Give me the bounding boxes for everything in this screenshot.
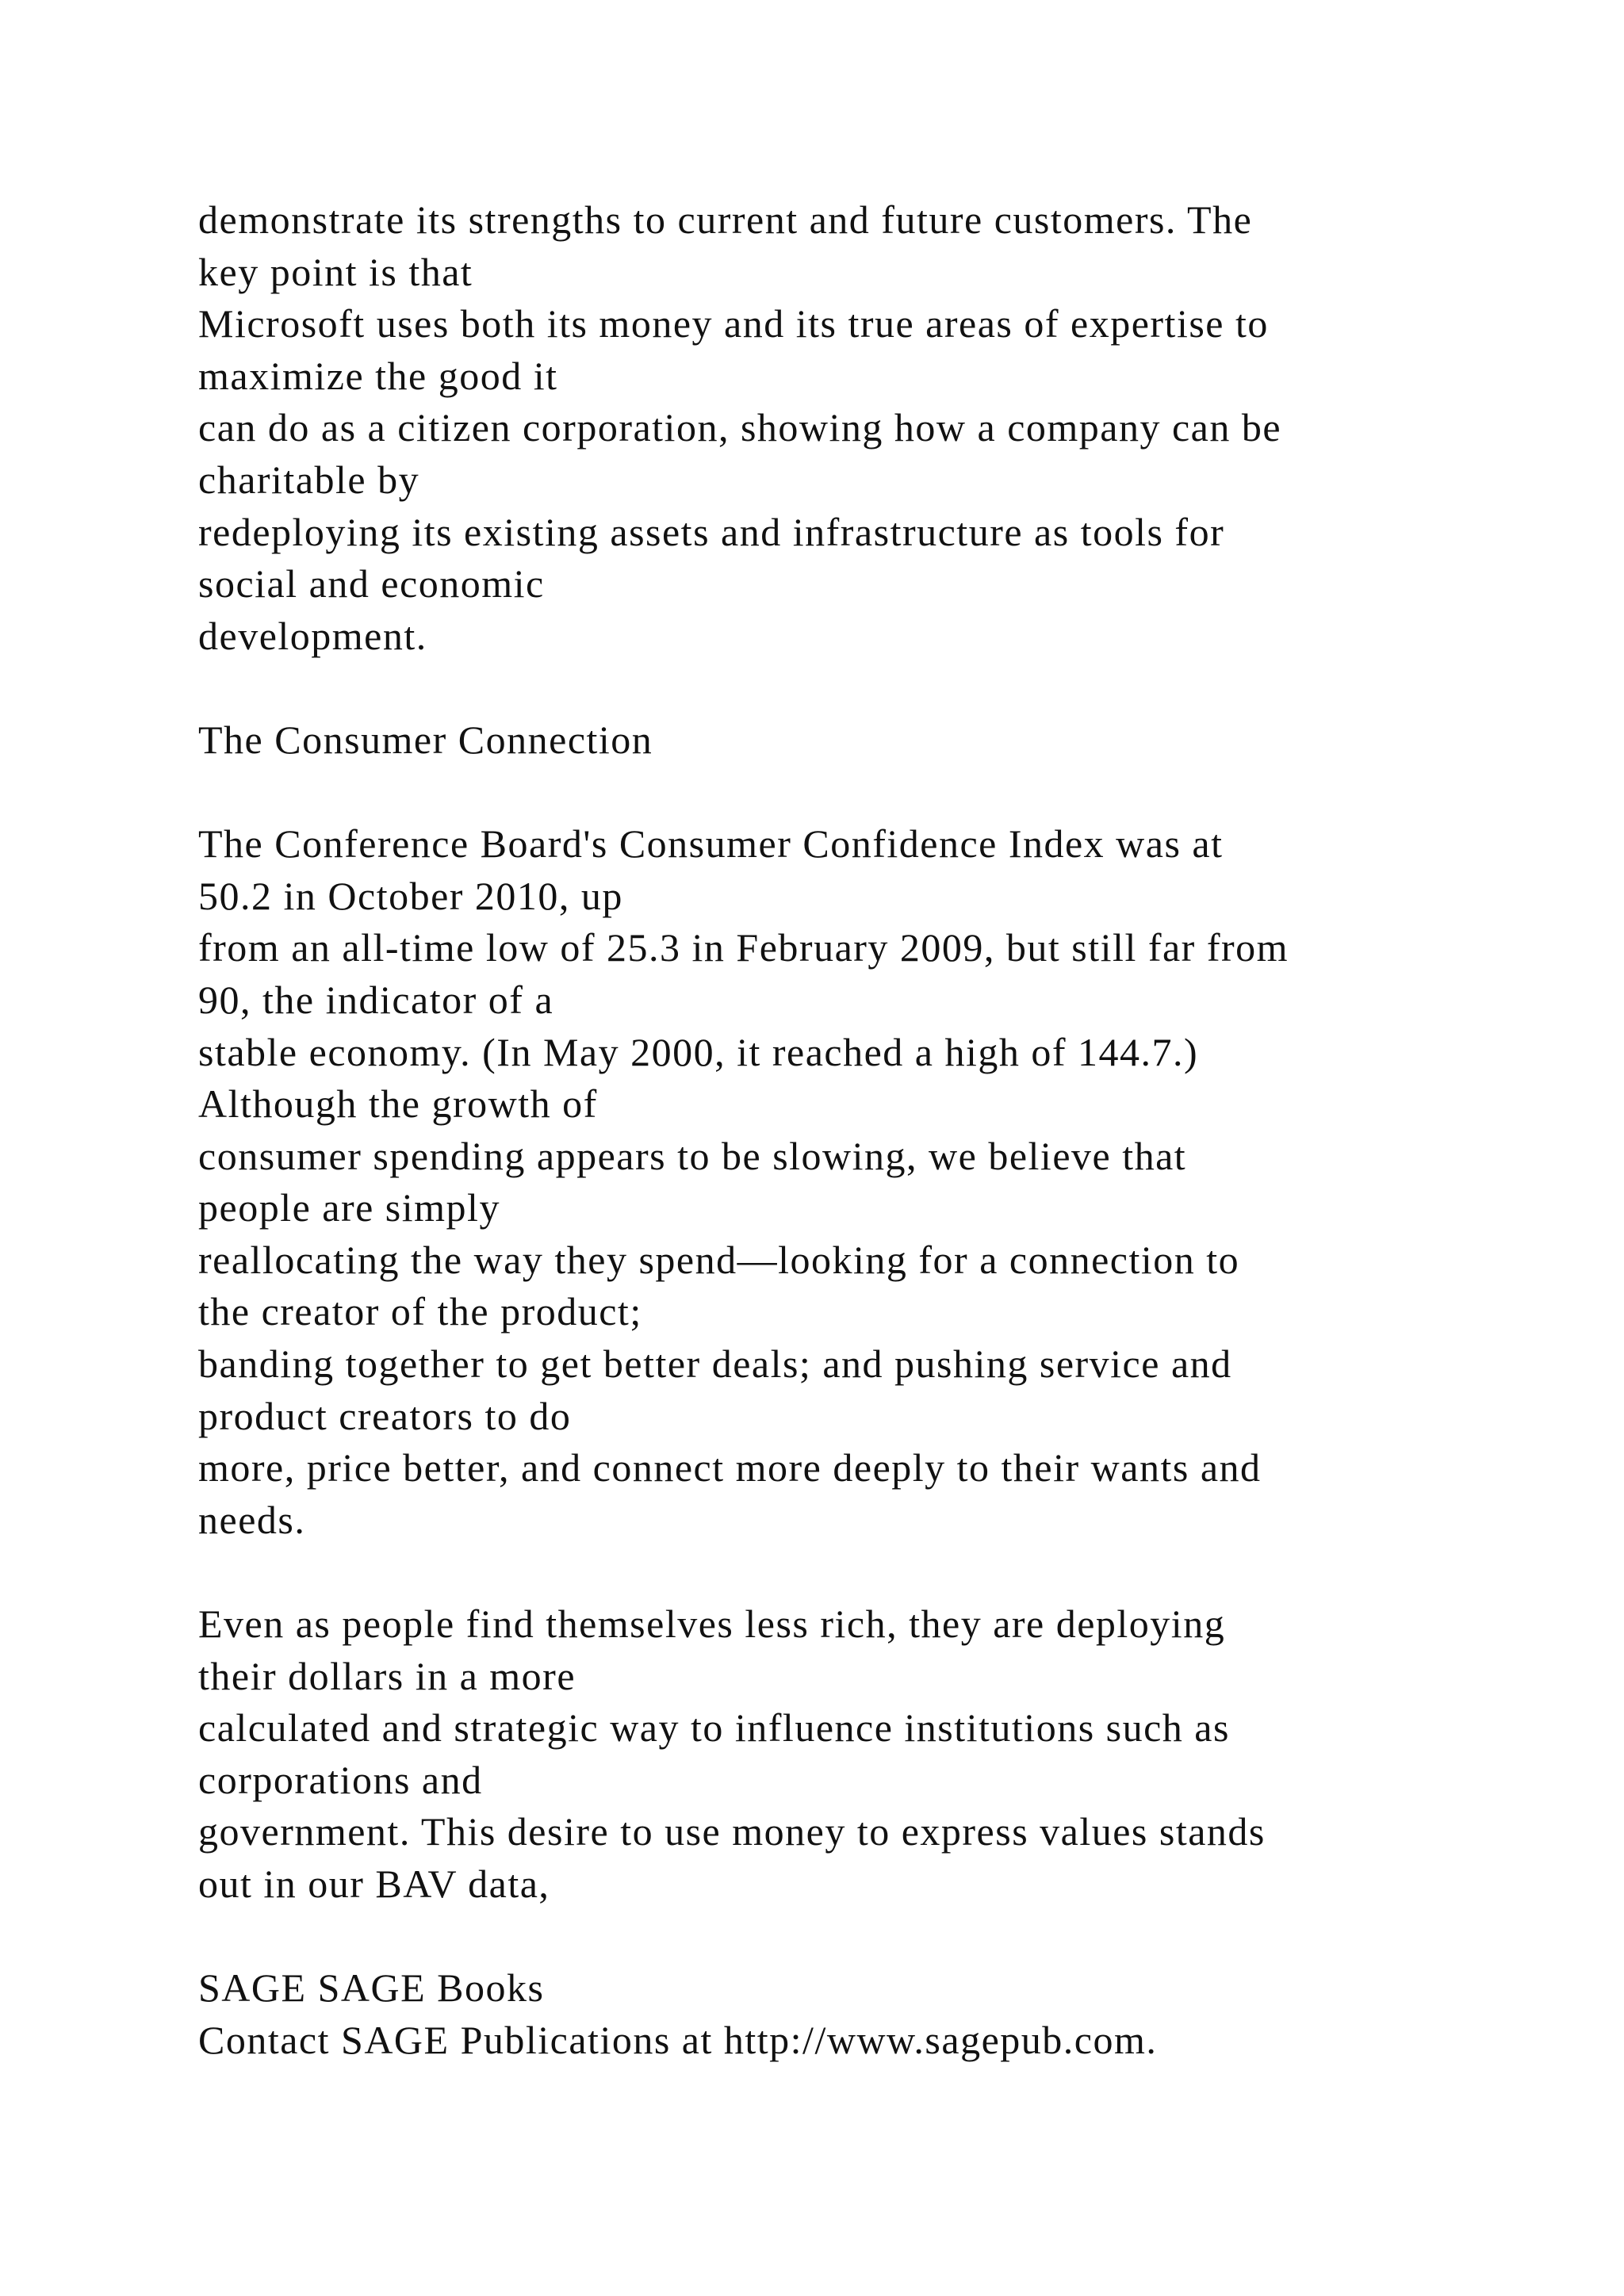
text-line: reallocating the way they spend—looking for a connection to [198, 1237, 1240, 1282]
text-line: more, price better, and connect more deeply to their wants and [198, 1445, 1262, 1490]
blank-line [198, 767, 1546, 819]
blank-line [198, 1546, 1546, 1598]
text-line: people are simply [198, 1185, 500, 1230]
text-line: can do as a citizen corporation, showing how a company can be [198, 405, 1282, 450]
text-line: corporations and [198, 1757, 483, 1802]
text-line: Microsoft uses both its money and its true areas of expertise to [198, 301, 1269, 346]
text-line: maximize the good it [198, 353, 558, 398]
text-line: key point is that [198, 249, 473, 294]
text-line: banding together to get better deals; and pushing service and [198, 1341, 1232, 1387]
text-line: redeploying its existing assets and infrastructure as tools for [198, 509, 1225, 554]
text-line: Even as people find themselves less rich, they are deploying [198, 1601, 1226, 1647]
text-line: social and economic [198, 561, 545, 607]
blank-line [198, 1911, 1546, 1963]
paragraph-2 [198, 818, 1546, 1546]
document-text [198, 194, 1546, 2066]
paragraph-3 [198, 1598, 1546, 1911]
section-heading: The Consumer Connection [198, 717, 653, 762]
paragraph-1 [198, 194, 1546, 662]
text-line: The Conference Board's Consumer Confidence Index was at [198, 821, 1224, 867]
publisher-contact: Contact SAGE Publications at http://www.sagepub.com. [198, 2017, 1158, 2062]
text-line: stable economy. (In May 2000, it reached a high of 144.7.) [198, 1029, 1199, 1074]
blank-line [198, 662, 1546, 714]
source-footer [198, 1962, 1546, 2066]
text-line: Although the growth of [198, 1081, 598, 1127]
text-line: 90, the indicator of a [198, 977, 554, 1022]
publisher-label: SAGE SAGE Books [198, 1965, 545, 2011]
text-line: government. This desire to use money to express values stands [198, 1809, 1266, 1854]
text-line: product creators to do [198, 1393, 572, 1438]
text-line: needs. [198, 1497, 306, 1542]
text-line: out in our BAV data, [198, 1862, 550, 1906]
text-line: their dollars in a more [198, 1653, 576, 1698]
text-line: 50.2 in October 2010, up [198, 873, 623, 918]
text-line: consumer spending appears to be slowing, we believe that [198, 1133, 1187, 1178]
text-line: the creator of the product; [198, 1289, 642, 1334]
text-line: from an all-time low of 25.3 in February 2009, but still far from [198, 925, 1289, 970]
text-line: demonstrate its strengths to current and future customers. The [198, 197, 1253, 242]
text-line: development. [198, 613, 427, 658]
text-line: calculated and strategic way to influence institutions such as [198, 1705, 1230, 1751]
text-line: charitable by [198, 457, 420, 502]
